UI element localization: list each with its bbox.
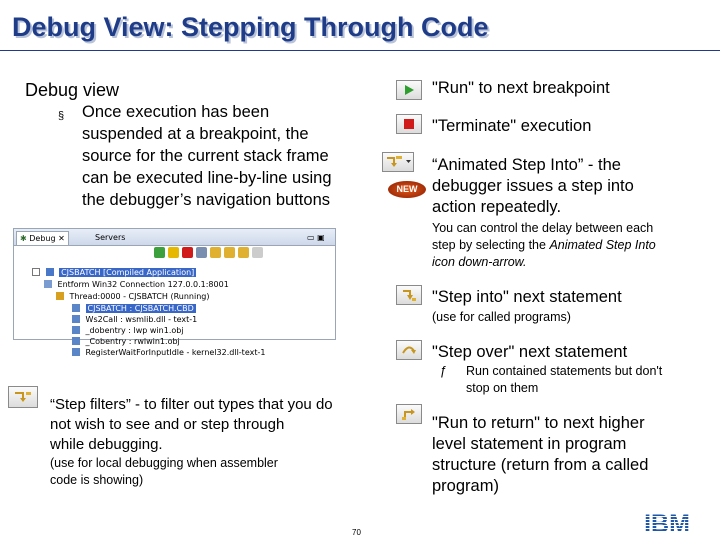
- terminate-label: "Terminate" execution: [432, 117, 592, 135]
- tree-row[interactable]: [72, 347, 265, 358]
- tab-debug[interactable]: ✱ Debug ✕: [16, 231, 69, 245]
- step-filters-note-line: code is showing): [50, 473, 144, 487]
- disconnect-icon[interactable]: [196, 247, 207, 258]
- tab-debug-label: Debug: [29, 234, 56, 243]
- step-into-label: "Step into" next statement: [432, 288, 622, 306]
- step-over-sub: [466, 363, 662, 397]
- step-into-icon[interactable]: [210, 247, 221, 258]
- tree-row[interactable]: [44, 279, 229, 290]
- bullet-marker: §: [58, 110, 65, 122]
- animated-note-line: [432, 254, 656, 271]
- step-return-button[interactable]: [396, 404, 422, 424]
- connection-icon: [44, 280, 52, 288]
- step-return-line: "Run to return" to next higher: [432, 414, 645, 432]
- step-filters-note: [50, 455, 278, 489]
- stack-frame-icon: [72, 326, 80, 334]
- animated-label: [432, 155, 634, 218]
- bullet-text: [82, 101, 362, 211]
- tree-row-label: Entform Win32 Connection 127.0.0.1:8001: [57, 280, 229, 289]
- tab-servers-label: Servers: [95, 233, 126, 242]
- terminate-button[interactable]: [396, 114, 422, 134]
- tab-servers[interactable]: [92, 231, 128, 244]
- step-filters-line: not wish to see and or step through: [50, 416, 285, 433]
- step-filters-line: “Step filters” - to filter out types that you do: [50, 396, 333, 413]
- animated-step-into-button[interactable]: [382, 152, 414, 172]
- dropdown-arrow-icon[interactable]: [252, 247, 263, 258]
- step-return-icon: [401, 407, 417, 421]
- ibm-logo-text: IBM: [644, 510, 690, 538]
- new-badge: NEW: [388, 181, 426, 198]
- step-into-note: (use for called programs): [432, 310, 571, 324]
- step-filters-label: [50, 395, 333, 455]
- thread-icon: [56, 292, 64, 300]
- run-arrow-icon: [402, 83, 416, 97]
- bullet-line: suspended at a breakpoint, the: [82, 125, 309, 143]
- step-into-icon: [401, 288, 417, 302]
- terminate-icon[interactable]: [182, 247, 193, 258]
- debug-view-screenshot: [13, 228, 336, 357]
- bug-icon: ✱: [20, 234, 27, 243]
- terminate-square-icon: [403, 118, 415, 130]
- tree-row-label: CJSBATCH : CJSBATCH.CBD: [87, 304, 194, 313]
- debug-toolbar: [154, 247, 263, 263]
- step-filters-button[interactable]: [8, 386, 38, 408]
- tree-row[interactable]: [72, 314, 197, 325]
- animated-note-line: [432, 237, 656, 254]
- tree-row-label: Ws2Call : wsmlib.dll - text-1: [85, 315, 198, 324]
- step-over-icon[interactable]: [224, 247, 235, 258]
- stack-frame-icon: [72, 348, 80, 356]
- resume-icon[interactable]: [154, 247, 165, 258]
- expand-icon: [32, 268, 40, 276]
- stack-frame-icon: [72, 315, 80, 323]
- debug-view-tabbar: [14, 229, 335, 246]
- animated-label-line: “Animated Step Into” - the: [432, 156, 621, 174]
- step-over-label: "Step over" next statement: [432, 343, 628, 361]
- bullet-line: source for the current stack frame: [82, 147, 329, 165]
- animated-note-line: You can control the delay between each: [432, 221, 654, 235]
- run-label: "Run" to next breakpoint: [432, 79, 610, 97]
- animated-label-line: debugger issues a step into: [432, 177, 634, 195]
- step-over-sub-marker: ƒ: [440, 364, 447, 378]
- animated-note-emphasis: icon down-arrow.: [432, 255, 527, 269]
- step-filters-icon: [13, 389, 33, 405]
- step-return-icon[interactable]: [238, 247, 249, 258]
- ibm-logo: [636, 508, 698, 536]
- animated-label-line: action repeatedly.: [432, 198, 562, 216]
- step-over-icon: [401, 343, 417, 357]
- animated-note: [432, 220, 656, 271]
- title-divider: [0, 50, 720, 51]
- step-filters-note-line: (use for local debugging when assembler: [50, 456, 278, 470]
- animated-note-text: step by selecting the: [432, 238, 550, 252]
- tree-row[interactable]: [56, 291, 210, 302]
- step-over-button[interactable]: [396, 340, 422, 360]
- step-filters-line: while debugging.: [50, 436, 163, 453]
- application-icon: [46, 268, 54, 276]
- bullet-line: Once execution has been: [82, 103, 270, 121]
- bullet-line: the debugger’s navigation buttons: [82, 191, 330, 209]
- suspend-icon[interactable]: [168, 247, 179, 258]
- animated-note-emphasis: Animated Step Into: [549, 238, 656, 252]
- minimize-maximize-icons[interactable]: ▭ ▣: [307, 233, 325, 242]
- step-into-button[interactable]: [396, 285, 422, 305]
- tree-row[interactable]: [72, 325, 184, 336]
- step-return-line: level statement in program: [432, 435, 627, 453]
- step-over-sub-line: stop on them: [466, 381, 539, 395]
- page-number: 70: [352, 528, 361, 537]
- step-return-label: [432, 413, 648, 497]
- tree-row[interactable]: [32, 267, 196, 278]
- stack-frame-icon: [72, 337, 80, 345]
- run-button[interactable]: [396, 80, 422, 100]
- tree-row-label: _Cobentry : rwlwin1.obj: [85, 337, 180, 346]
- section-heading: Debug view: [25, 80, 120, 100]
- tree-row-label: _dobentry : lwp win1.obj: [85, 326, 184, 335]
- slide-title: Debug View: Stepping Through Code: [12, 12, 489, 42]
- tree-row-label: RegisterWaitForInputIdle - kernel32.dll-text-1: [85, 348, 266, 357]
- tree-row[interactable]: [72, 336, 180, 347]
- stack-frame-icon: [72, 304, 80, 312]
- animated-step-into-icon: [384, 154, 412, 170]
- tree-row-label: CJSBATCH [Compiled Application]: [61, 268, 195, 277]
- tree-row-label: Thread:0000 - CJSBATCH (Running): [69, 292, 210, 301]
- bullet-line: can be executed line-by-line using: [82, 169, 332, 187]
- tree-row[interactable]: [72, 303, 196, 314]
- step-over-sub-line: Run contained statements but don't: [466, 364, 663, 378]
- step-return-line: program): [432, 477, 499, 495]
- step-return-line: structure (return from a called: [432, 456, 649, 474]
